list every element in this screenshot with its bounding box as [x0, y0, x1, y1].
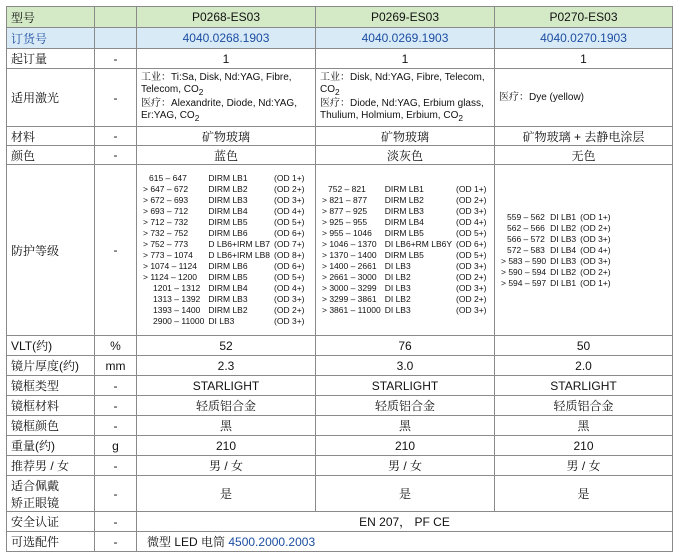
unit-moq: - [95, 49, 137, 69]
protection-wavelength: > 1124 – 1200 [143, 272, 197, 282]
protection-od: (OD 1+) [456, 184, 487, 194]
weight-1: 210 [137, 436, 316, 456]
protection-od: (OD 3+) [580, 255, 611, 266]
row-thickness [7, 356, 673, 376]
protection-row [141, 239, 307, 250]
protection-rating: DIRM LB6 [208, 228, 248, 238]
laser-1-sub: 2 [198, 86, 204, 97]
protection-rating: DIRM LB1 [208, 173, 248, 183]
protection-wavelength: > 672 – 693 [143, 195, 189, 205]
protection-row [141, 228, 307, 239]
frame-color-1: 黑 [137, 416, 316, 436]
protection-wavelength: > 590 – 594 [501, 266, 547, 277]
order-no-3[interactable]: 4040.0270.1903 [495, 28, 673, 49]
protection-rating: DIRM LB5 [208, 217, 248, 227]
label-material: 材料 [7, 127, 95, 146]
unit-material: - [95, 127, 137, 146]
color-3: 无色 [495, 146, 673, 165]
laser-1-line-2 [141, 84, 311, 98]
protection-wavelength: > 1400 – 2661 [322, 261, 377, 271]
protection-wavelength: > 773 – 1074 [143, 250, 193, 260]
label-model: 型号 [7, 7, 95, 28]
protection-wavelength: 566 – 572 [507, 233, 545, 244]
protection-1 [137, 165, 316, 336]
protection-rating: DI LB1 [550, 277, 577, 288]
protection-od: (OD 3+) [456, 261, 487, 271]
protection-wavelength: > 821 – 877 [322, 195, 368, 205]
order-no-2[interactable]: 4040.0269.1903 [316, 28, 495, 49]
label-accessory: 可选配件 [7, 532, 95, 552]
label-protection: 防护等级 [7, 165, 95, 336]
laser-3 [495, 69, 673, 127]
label-gender: 推荐男 / 女 [7, 456, 95, 476]
protection-od: (OD 3+) [274, 316, 305, 326]
unit-frame-material: - [95, 396, 137, 416]
thickness-1: 2.3 [137, 356, 316, 376]
laser-2-line-3: 医疗：Diode, Nd:YAG, Erbium glass, [320, 97, 484, 109]
row-frame-material [7, 396, 673, 416]
protection-wavelength: 752 – 821 [328, 184, 366, 194]
protection-rating: DI LB3 [384, 305, 411, 315]
protection-od: (OD 1+) [580, 211, 611, 222]
label-laser: 适用激光 [7, 69, 95, 127]
laser-2-l4: Thulium, Holmium, Erbium, CO [320, 109, 459, 121]
protection-rating: DIRM LB3 [384, 206, 424, 216]
protection-row [320, 239, 489, 250]
protection-od: (OD 1+) [580, 277, 611, 288]
protection-od: (OD 4+) [456, 217, 487, 227]
protection-wavelength: > 1370 – 1400 [322, 250, 377, 260]
protection-rating: DI LB1 [550, 211, 577, 222]
unit-vlt: % [95, 336, 137, 356]
protection-row [141, 283, 307, 294]
protection-rating: DIRM LB4 [208, 283, 248, 293]
protection-row [499, 234, 613, 245]
accessory-value [137, 532, 673, 552]
laser-2-line-1: 工业：Disk, Nd:YAG, Fibre, Telecom, [320, 71, 485, 83]
rx-3: 是 [495, 476, 673, 512]
row-frame-color [7, 416, 673, 436]
protection-rating: DI LB6+RM LB6Y [384, 239, 453, 249]
protection-row [499, 278, 613, 289]
protection-wavelength: 562 – 566 [507, 222, 545, 233]
protection-wavelength: > 955 – 1046 [322, 228, 372, 238]
laser-1-l4: Er:YAG, CO [141, 109, 195, 121]
protection-od: (OD 3+) [456, 206, 487, 216]
protection-rating: DI LB3 [384, 283, 411, 293]
rx-2: 是 [316, 476, 495, 512]
protection-od: (OD 4+) [580, 244, 611, 255]
protection-wavelength: > 1074 – 1124 [143, 261, 197, 271]
protection-od: (OD 2+) [456, 272, 487, 282]
row-weight [7, 436, 673, 456]
row-rx [7, 476, 673, 512]
vlt-2: 76 [316, 336, 495, 356]
protection-od: (OD 6+) [456, 239, 487, 249]
label-weight: 重量(约) [7, 436, 95, 456]
label-rx-line-2: 矫正眼镜 [11, 495, 60, 510]
protection-rating: DI LB3 [550, 255, 577, 266]
vlt-1: 52 [137, 336, 316, 356]
unit-thickness: mm [95, 356, 137, 376]
laser-2-line-4 [320, 110, 490, 124]
row-moq [7, 49, 673, 69]
protection-row [320, 261, 489, 272]
row-safety [7, 512, 673, 532]
protection-od: (OD 3+) [274, 294, 305, 304]
protection-wavelength: > 3000 – 3299 [322, 283, 377, 293]
laser-2-sub: 2 [335, 86, 340, 97]
unit-rx: - [95, 476, 137, 512]
frame-type-2: STARLIGHT [316, 376, 495, 396]
protection-wavelength: 1393 – 1400 [153, 305, 201, 315]
protection-wavelength: > 925 – 955 [322, 217, 368, 227]
protection-od: (OD 7+) [274, 239, 305, 249]
color-1: 蓝色 [137, 146, 316, 165]
protection-wavelength: > 594 – 597 [501, 277, 547, 288]
protection-wavelength: > 877 – 925 [322, 206, 368, 216]
protection-rating: DIRM LB3 [208, 294, 248, 304]
protection-row [320, 294, 489, 305]
protection-wavelength: > 2661 – 3000 [322, 272, 377, 282]
protection-od: (OD 5+) [456, 250, 487, 260]
protection-wavelength: > 583 – 590 [501, 255, 547, 266]
laser-2-line-2 [320, 84, 490, 98]
moq-1: 1 [137, 49, 316, 69]
protection-row [320, 184, 489, 195]
protection-od: (OD 6+) [274, 261, 305, 271]
unit-laser: - [95, 69, 137, 127]
model-3: P0270-ES03 [495, 7, 673, 28]
material-3: 矿物玻璃 + 去静电涂层 [495, 127, 673, 146]
label-moq: 起订量 [7, 49, 95, 69]
gender-1: 男 / 女 [137, 456, 316, 476]
frame-material-3: 轻质铝合金 [495, 396, 673, 416]
protection-rating: DIRM LB2 [208, 184, 248, 194]
protection-rating: DI LB4 [550, 244, 577, 255]
protection-wavelength: > 712 – 732 [143, 217, 189, 227]
protection-row [499, 212, 613, 223]
color-2: 淡灰色 [316, 146, 495, 165]
row-model [7, 7, 673, 28]
laser-1-sub2: 2 [194, 112, 200, 123]
protection-od: (OD 4+) [274, 283, 305, 293]
model-1: P0268-ES03 [137, 7, 316, 28]
protection-od: (OD 5+) [274, 217, 305, 227]
unit-safety: - [95, 512, 137, 532]
laser-3-line-1: 医疗：Dye (yellow) [499, 91, 585, 103]
protection-row [320, 283, 489, 294]
unit-weight: g [95, 436, 137, 456]
label-frame-color: 镜框颜色 [7, 416, 95, 436]
model-2: P0269-ES03 [316, 7, 495, 28]
row-frame-type [7, 376, 673, 396]
protection-od: (OD 5+) [274, 272, 305, 282]
protection-rating: D LB6+IRM LB8 [208, 250, 271, 260]
protection-od: (OD 3+) [456, 305, 487, 315]
unit-gender: - [95, 456, 137, 476]
protection-rating: DI LB3 [384, 261, 411, 271]
order-no-1[interactable]: 4040.0268.1903 [137, 28, 316, 49]
protection-3-list [499, 212, 613, 289]
unit-accessory: - [95, 532, 137, 552]
row-order-no [7, 28, 673, 49]
protection-row [141, 305, 307, 316]
protection-rating: D LB6+IRM LB7 [208, 239, 271, 249]
row-gender [7, 456, 673, 476]
protection-od: (OD 5+) [456, 228, 487, 238]
protection-od: (OD 3+) [580, 233, 611, 244]
protection-rating: DI LB2 [550, 266, 577, 277]
laser-1 [137, 69, 316, 127]
protection-wavelength: 572 – 583 [507, 244, 545, 255]
vlt-3: 50 [495, 336, 673, 356]
frame-type-3: STARLIGHT [495, 376, 673, 396]
protection-row [320, 305, 489, 316]
label-rx-line-1: 适合佩戴 [11, 478, 60, 493]
protection-wavelength: > 1046 – 1370 [322, 239, 377, 249]
protection-row [320, 217, 489, 228]
protection-rating: DIRM LB5 [208, 272, 248, 282]
label-rx [7, 476, 95, 512]
protection-row [320, 272, 489, 283]
label-order-no: 订货号 [7, 28, 95, 49]
laser-1-line-1: 工业：Ti:Sa, Disk, Nd:YAG, Fibre, [141, 71, 292, 83]
accessory-text: 微型 LED 电筒 [147, 535, 229, 549]
frame-color-2: 黑 [316, 416, 495, 436]
label-color: 颜色 [7, 146, 95, 165]
protection-2-list [320, 184, 489, 316]
unit-frame-color: - [95, 416, 137, 436]
gender-2: 男 / 女 [316, 456, 495, 476]
laser-2-sub2: 2 [458, 112, 463, 123]
protection-2 [316, 165, 495, 336]
protection-wavelength: 615 – 647 [149, 173, 187, 183]
unit-protection: - [95, 165, 137, 336]
protection-3 [495, 165, 673, 336]
unit-model [95, 7, 137, 28]
protection-row [320, 250, 489, 261]
accessory-part-no[interactable]: 4500.2000.2003 [228, 535, 316, 549]
material-2: 矿物玻璃 [316, 127, 495, 146]
protection-rating: DIRM LB6 [208, 261, 248, 271]
protection-row [320, 228, 489, 239]
protection-row [141, 195, 307, 206]
protection-rating: DIRM LB2 [208, 305, 248, 315]
frame-material-1: 轻质铝合金 [137, 396, 316, 416]
protection-rating: DI LB2 [550, 222, 577, 233]
protection-rating: DIRM LB2 [384, 195, 424, 205]
moq-3: 1 [495, 49, 673, 69]
frame-material-2: 轻质铝合金 [316, 396, 495, 416]
protection-rating: DI LB3 [208, 316, 235, 326]
protection-rating: DI LB2 [384, 294, 411, 304]
protection-wavelength: > 693 – 712 [143, 206, 189, 216]
material-1: 矿物玻璃 [137, 127, 316, 146]
label-safety: 安全认证 [7, 512, 95, 532]
protection-row [141, 261, 307, 272]
protection-wavelength: 559 – 562 [507, 211, 545, 222]
protection-rating: DIRM LB4 [384, 217, 424, 227]
frame-color-3: 黑 [495, 416, 673, 436]
label-frame-material: 镜框材料 [7, 396, 95, 416]
protection-wavelength: 1313 – 1392 [153, 294, 201, 304]
protection-row [320, 206, 489, 217]
protection-od: (OD 3+) [456, 283, 487, 293]
row-color [7, 146, 673, 165]
gender-3: 男 / 女 [495, 456, 673, 476]
protection-od: (OD 4+) [274, 206, 305, 216]
safety-value: EN 207， PF CE [137, 512, 673, 532]
laser-2 [316, 69, 495, 127]
protection-wavelength: 2900 – 11000 [153, 316, 205, 326]
laser-2-l2: CO [320, 83, 335, 95]
protection-row [320, 195, 489, 206]
protection-od: (OD 2+) [274, 184, 305, 194]
protection-od: (OD 2+) [580, 266, 611, 277]
protection-wavelength: > 3299 – 3861 [322, 294, 377, 304]
protection-rating: DIRM LB5 [384, 228, 424, 238]
label-frame-type: 镜框类型 [7, 376, 95, 396]
protection-rating: DI LB3 [550, 233, 577, 244]
protection-od: (OD 2+) [274, 305, 305, 315]
rx-1: 是 [137, 476, 316, 512]
laser-1-line-3: 医疗：Alexandrite, Diode, Nd:YAG, [141, 97, 297, 109]
protection-row [141, 173, 307, 184]
protection-row [141, 217, 307, 228]
unit-color: - [95, 146, 137, 165]
protection-rating: DI LB2 [384, 272, 411, 282]
thickness-3: 2.0 [495, 356, 673, 376]
protection-rating: DIRM LB3 [208, 195, 248, 205]
protection-od: (OD 3+) [274, 195, 305, 205]
protection-row [141, 250, 307, 261]
protection-od: (OD 6+) [274, 228, 305, 238]
protection-wavelength: > 752 – 773 [143, 239, 189, 249]
protection-wavelength: > 3861 – 11000 [322, 305, 381, 315]
unit-order-no [95, 28, 137, 49]
protection-row [141, 272, 307, 283]
protection-1-list [141, 173, 307, 327]
row-laser [7, 69, 673, 127]
protection-od: (OD 1+) [274, 173, 305, 183]
protection-od: (OD 2+) [456, 195, 487, 205]
laser-1-l2: Telecom, CO [141, 83, 199, 95]
protection-od: (OD 2+) [580, 222, 611, 233]
row-accessory [7, 532, 673, 552]
protection-rating: DIRM LB4 [208, 206, 248, 216]
protection-row [141, 184, 307, 195]
label-vlt: VLT(约) [7, 336, 95, 356]
protection-rating: DIRM LB5 [384, 250, 424, 260]
protection-wavelength: 1201 – 1312 [153, 283, 201, 293]
protection-row [499, 223, 613, 234]
protection-row [499, 256, 613, 267]
laser-1-line-4 [141, 110, 311, 124]
protection-wavelength: > 647 – 672 [143, 184, 189, 194]
protection-row [141, 206, 307, 217]
row-material [7, 127, 673, 146]
unit-frame-type: - [95, 376, 137, 396]
moq-2: 1 [316, 49, 495, 69]
thickness-2: 3.0 [316, 356, 495, 376]
row-protection [7, 165, 673, 336]
protection-row [141, 316, 307, 327]
protection-row [499, 245, 613, 256]
protection-od: (OD 2+) [456, 294, 487, 304]
frame-type-1: STARLIGHT [137, 376, 316, 396]
row-vlt [7, 336, 673, 356]
weight-3: 210 [495, 436, 673, 456]
protection-row [141, 294, 307, 305]
protection-row [499, 267, 613, 278]
protection-od: (OD 8+) [274, 250, 305, 260]
protection-wavelength: > 732 – 752 [143, 228, 189, 238]
spec-table [6, 6, 673, 552]
weight-2: 210 [316, 436, 495, 456]
label-thickness: 镜片厚度(约) [7, 356, 95, 376]
protection-rating: DIRM LB1 [384, 184, 424, 194]
